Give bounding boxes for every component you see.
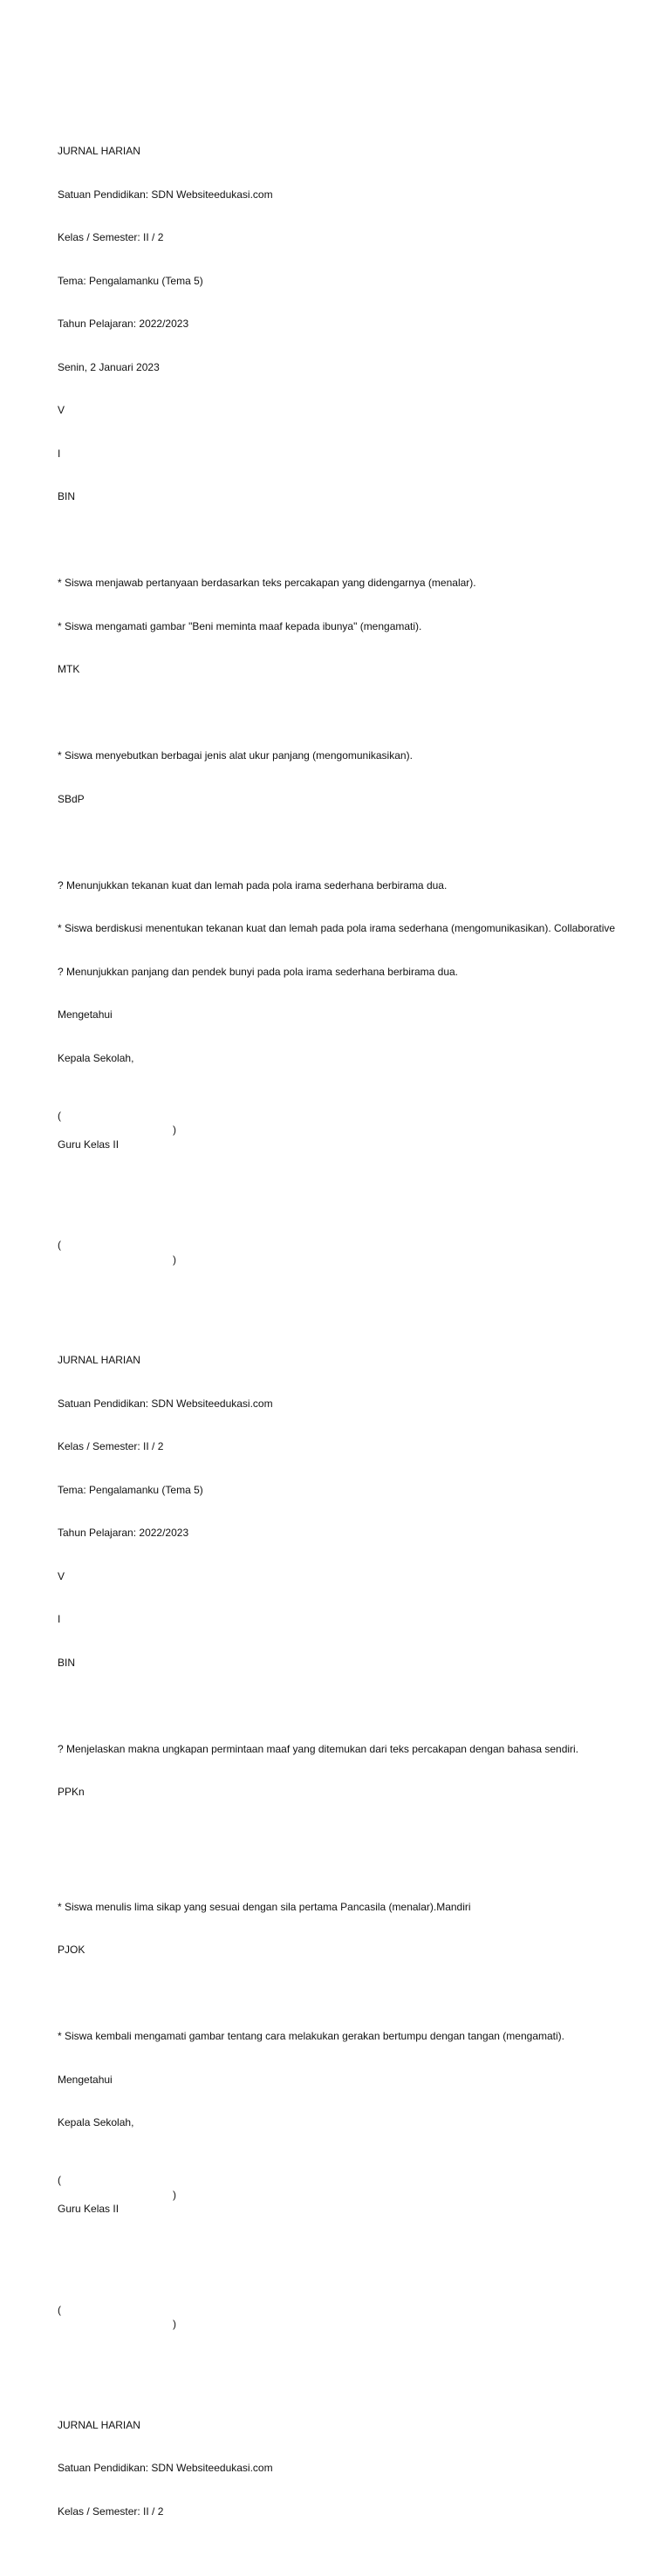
teacher-label: Guru Kelas II xyxy=(58,2203,120,2215)
spacer xyxy=(58,1986,660,2001)
paren-close: ) xyxy=(173,1124,176,1136)
spacer xyxy=(58,1828,660,1871)
signature-line-teacher xyxy=(58,1224,660,1266)
class-semester: Kelas / Semester: II / 2 xyxy=(58,231,164,243)
class-semester: Kelas / Semester: II / 2 xyxy=(58,2504,164,2518)
spacer xyxy=(58,706,660,721)
activity-item: * Siswa berdiskusi menentukan tekanan kuat dan lemah pada pola irama sederhana (mengomunikasikan). Collaborative xyxy=(58,922,616,934)
activity-item: * Siswa menjawab pertanyaan berdasarkan teks percakapan yang didengarnya (menalar). xyxy=(58,577,476,589)
subject-bin: BIN xyxy=(58,490,76,502)
acknowledged-label: Mengetahui xyxy=(58,1008,113,1021)
theme: Tema: Pengalamanku (Tema 5) xyxy=(58,274,203,287)
journal-title: JURNAL HARIAN xyxy=(58,2418,140,2431)
school-unit: Satuan Pendidikan: SDN Websiteedukasi.com xyxy=(58,1397,273,1410)
paren-open: ( xyxy=(58,2174,61,2186)
signature-line-principal xyxy=(58,1094,660,1136)
journal-section-3 xyxy=(58,2389,660,2548)
spacer xyxy=(58,1180,660,1195)
principal-label: Kepala Sekolah, xyxy=(58,2116,134,2128)
school-year: Tahun Pelajaran: 2022/2023 xyxy=(58,1527,189,1539)
date: Senin, 2 Januari 2023 xyxy=(58,360,160,373)
class-semester: Kelas / Semester: II / 2 xyxy=(58,1440,164,1452)
subject-ppkn: PPKn xyxy=(58,1786,85,1798)
activity-item: * Siswa menulis lima sikap yang sesuai dengan sila pertama Pancasila (menalar).Mandiri xyxy=(58,1900,471,1913)
marker-v: V xyxy=(58,1569,65,1582)
activity-item: * Siswa mengamati gambar "Beni meminta maaf kepada ibunya" (mengamati). xyxy=(58,619,422,632)
acknowledged-label: Mengetahui xyxy=(58,2073,113,2086)
journal-title: JURNAL HARIAN xyxy=(58,145,140,157)
theme: Tema: Pengalamanku (Tema 5) xyxy=(58,1483,203,1496)
subject-bin: BIN xyxy=(58,1656,76,1669)
teacher-label: Guru Kelas II xyxy=(58,1138,120,1151)
marker-v: V xyxy=(58,404,65,416)
subject-sbdp: SBdP xyxy=(58,792,85,805)
paren-close: ) xyxy=(173,1253,176,1266)
journal-section-1 xyxy=(58,115,660,1267)
document-page xyxy=(58,58,660,2576)
paren-open: ( xyxy=(58,1109,61,1122)
principal-label: Kepala Sekolah, xyxy=(58,1051,134,1064)
school-unit: Satuan Pendidikan: SDN Websiteedukasi.com xyxy=(58,188,273,201)
activity-item: ? Menunjukkan tekanan kuat dan lemah pada pola irama sederhana berbirama dua. xyxy=(58,878,448,892)
signature-line-principal xyxy=(58,2159,660,2201)
spacer xyxy=(58,1698,660,1713)
paren-open: ( xyxy=(58,1239,61,1251)
activity-item: * Siswa kembali mengamati gambar tentang cara melakukan gerakan bertumpu dengan tangan (mengamati). xyxy=(58,2030,564,2042)
school-unit: Satuan Pendidikan: SDN Websiteedukasi.com xyxy=(58,2462,273,2474)
signature-line-teacher xyxy=(58,2288,660,2330)
spacer xyxy=(58,2245,660,2260)
paren-close: ) xyxy=(173,2188,176,2201)
subject-pjok: PJOK xyxy=(58,1944,85,1956)
subject-mtk: MTK xyxy=(58,663,80,675)
activity-item: * Siswa menyebutkan berbagai jenis alat ukur panjang (mengomunikasikan). xyxy=(58,749,413,762)
marker-i: I xyxy=(58,1613,61,1625)
activity-item: ? Menjelaskan makna ungkapan permintaan maaf yang ditemukan dari teks percakapan dengan bahasa sendiri. xyxy=(58,1742,579,1755)
paren-open: ( xyxy=(58,2303,61,2316)
spacer xyxy=(58,835,660,850)
paren-close: ) xyxy=(173,2318,176,2330)
journal-title: JURNAL HARIAN xyxy=(58,1354,140,1366)
marker-i: I xyxy=(58,447,61,460)
activity-item: ? Menunjukkan panjang dan pendek bunyi pada pola irama sederhana berbirama dua. xyxy=(58,965,458,978)
school-year: Tahun Pelajaran: 2022/2023 xyxy=(58,318,189,330)
journal-section-2 xyxy=(58,1324,660,2332)
spacer xyxy=(58,533,660,548)
